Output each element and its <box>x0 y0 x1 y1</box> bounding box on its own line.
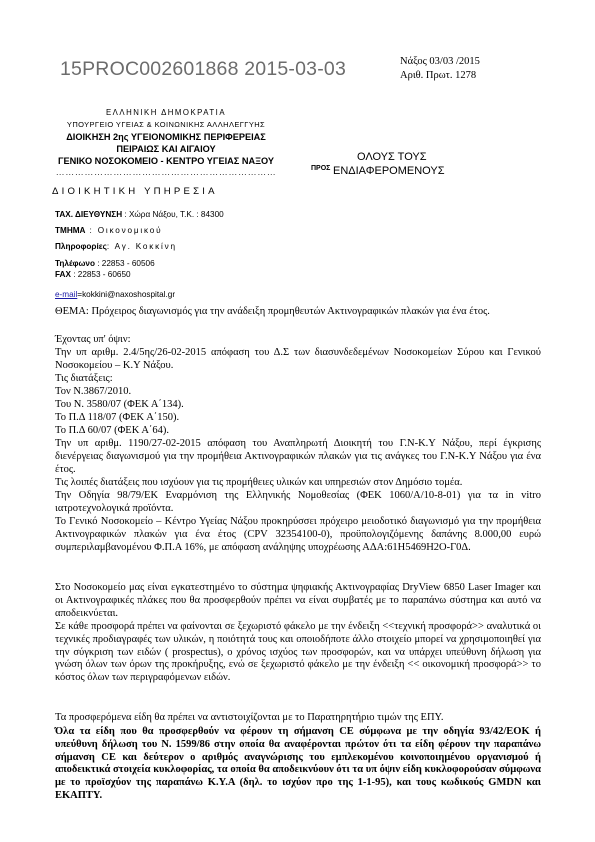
service-name: ΔΙΟΙΚΗΤΙΚΗ ΥΠΗΡΕΣΙΑ <box>52 186 218 197</box>
contact-email <box>55 290 175 299</box>
body-paragraph: Την υπ αριθμ. 1190/27-02-2015 απόφαση του Αναπληρωτή Διοικητή του Γ.Ν-Κ.Υ Νάξου, περί έγκρισης διενέργειας διαγωνισμού για την προμήθεια Ακτινογραφικών πλακών για τις ανάγκες του Γ.Ν-Κ.Υ Νάξου για ένα έτος. <box>55 438 541 475</box>
body-paragraph: Σε κάθε προσφορά πρέπει να φαίνονται σε ξεχωριστό φάκελο με την ένδειξη <<τεχνική προσφορά>> αναλυτικά οι τεχνικές προδιαγραφές των υλικών, η ποιότητά τους και οποιοδήποτε άλλο στοιχείο μπορεί να χρησιμοποιηθεί για την σύγκριση των ειδών ( prospectus), ο χρόνος ισχύος των προσφορών, και να υπάρχει υπεύθυνη δήλωση για γνώση όλων των όρων της προκήρυξης, ενώ σε ξεχωριστό φάκελο με την ένδειξη << οικονομική προσφορά>> το κόστος όλων των περιγραφόμενων ειδών. <box>55 621 541 684</box>
body-paragraph: Τις λοιπές διατάξεις που ισχύουν για τις προμήθειες υλικών και υπηρεσιών στον Δημόσιο τομέα. <box>55 477 463 488</box>
contact-info <box>55 242 177 251</box>
phone-label: Τηλέφωνο <box>55 259 95 268</box>
subject-paragraph: ΘΕΜΑ: Πρόχειρος διαγωνισμός για την ανάδειξη προμηθευτών Ακτινογραφικών πλακών για ένα έτος. <box>55 306 490 317</box>
info-value: : Αγ. Κοκκίνη <box>106 242 177 251</box>
info-label: Πληροφορίες <box>55 242 107 251</box>
body-paragraph: Έχοντας υπ' όψιν: <box>55 334 131 345</box>
department-value: : Οικονομικού <box>85 226 163 235</box>
body-paragraph: Το Π.Δ 118/07 (ΦΕΚ Α΄150). <box>55 412 180 423</box>
contact-department <box>55 226 162 235</box>
letterhead-authority: ΔΙΟΙΚΗΣΗ 2ης ΥΓΕΙΟΝΟΜΙΚΗΣ ΠΕΡΙΦΕΡΕΙΑΣ <box>66 132 266 142</box>
document-meta <box>400 55 480 83</box>
body-paragraph: Του Ν. 3580/07 (ΦΕΚ Α΄134). <box>55 399 184 410</box>
letterhead-hospital: ΓΕΝΙΚΟ ΝΟΣΟΚΟΜΕΙΟ - ΚΕΝΤΡΟ ΥΓΕΙΑΣ ΝΑΞΟΥ <box>57 156 275 166</box>
recipient-label: ΠΡΟΣ <box>311 165 331 172</box>
email-value: =kokkini@naxoshospital.gr <box>77 290 176 299</box>
letterhead-country: ΕΛΛΗΝΙΚΗ ΔΗΜΟΚΡΑΤΙΑ <box>105 108 227 117</box>
protocol-number: Αριθ. Πρωτ. 1278 <box>400 70 477 81</box>
document-stamp: 15PROC002601868 2015-03-03 <box>60 58 346 80</box>
recipient-line-2: ΕΝΔΙΑΦΕΡΟΜΕΝΟΥΣ <box>333 165 445 177</box>
body-paragraph: Τον Ν.3867/2010. <box>55 386 132 397</box>
body-paragraph: Την Οδηγία 98/79/ΕΚ Εναρμόνιση της Ελληνικής Νομοθεσίας (ΦΕΚ 1060/Α/10-8-01) για τα in vitro ιατροτεχνολογικά προϊόντα. <box>55 490 541 514</box>
fax-value: : 22853 - 60650 <box>70 270 131 279</box>
body-paragraph: Στο Νοσοκομείο μας είναι εγκατεστημένο το σύστημα ψηφιακής Ακτινογραφίας DryView 6850 Laser Imager και οι Ακτινογραφικές πλάκες που θα προσφερθούν πρέπει να είναι συμβατές με το παραπάνω σύστημα και αυτό να αποδεικνύεται. <box>55 582 541 619</box>
address-value: : Χώρα Νάξου, Τ.Κ. : 84300 <box>122 210 224 219</box>
letterhead-authority-region: ΠΕΙΡΑΙΩΣ ΚΑΙ ΑΙΓΑΙΟΥ <box>116 144 216 154</box>
body-paragraph: Τα προσφερόμενα είδη θα πρέπει να αντιστοιχίζονται με το Παρατηρητήριο τιμών της ΕΠΥ. <box>55 712 444 723</box>
phone-value: : 22853 - 60506 <box>94 259 155 268</box>
letterhead-ministry: ΥΠΟΥΡΓΕΙΟ ΥΓΕΙΑΣ & ΚΟΙΝΩΝΙΚΗΣ ΑΛΛΗΛΕΓΓΥΗΣ <box>66 120 266 129</box>
email-link[interactable]: e-mail <box>55 290 78 299</box>
address-label: ΤΑΧ. ΔΙΕΥΘΥΝΣΗ <box>55 210 123 219</box>
letterhead-divider: …………………………………………………………… <box>55 167 277 177</box>
contact-fax <box>55 270 131 279</box>
body-paragraph: Την υπ αριθμ. 2.4/5ης/26-02-2015 απόφαση του Δ.Σ των διασυνδεδεμένων Νοσοκομείων Σύρου και Γενικού Νοσοκομείου – Κ.Υ Νάξου. <box>55 347 541 371</box>
place-date: Νάξος 03/03 /2015 <box>400 56 480 67</box>
body-paragraph: Το Π.Δ 60/07 (ΦΕΚ Α΄64). <box>55 425 170 436</box>
body-paragraph-bold: Όλα τα είδη που θα προσφερθούν να φέρουν τη σήμανση CE σύμφωνα με την οδηγία 93/42/ΕΟΚ ή υπεύθυνη δήλωση του Ν. 1599/86 στην οποία θα αναφέρονται πρώτον ότι τα είδη φέρουν την παραπάνω σήμανση CE και δεύτερον ο αριθμός αναγνώρισης του εμπλεκομένου κοινοποιημένου οργανισμού ή αποδεικτικά στοιχεία κυκλοφορίας, τα οποία θα αποδεικνύουν ότι τα υπ όψιν είδη κυκλοφορούσαν σύμφωνα με το προϊσχύον της παραπάνω Κ.Υ.Α (δηλ. το ισχύον προ της 1-1-95), και τους κωδικούς GMDN και ΕΚΑΠΤΥ. <box>55 726 541 801</box>
letterhead <box>28 107 304 177</box>
fax-label: FAX <box>55 270 71 279</box>
contact-address <box>55 210 224 219</box>
department-label: ΤΜΗΜΑ <box>55 226 86 235</box>
contact-phone <box>55 259 155 268</box>
body-paragraph: Το Γενικό Νοσοκομείο – Κέντρο Υγείας Νάξου προκηρύσσει πρόχειρο μειοδοτικό διαγωνισμό για την προμήθεια Ακτινογραφικών πλακών για ένα έτος (CPV 32354100-0), προϋπολογιζόμενης δαπάνης 8.000,00 ευρώ συμπεριλαμβανομένου Φ.Π.Α 16%, με απόφαση ανάληψης υποχρέωσης ΑΔΑ:61Η5469Η2Ο-Γ0Δ. <box>55 516 541 553</box>
body-paragraph: Τις διατάξεις: <box>55 373 113 384</box>
recipient-line-1: ΟΛΟΥΣ ΤΟΥΣ <box>357 151 427 163</box>
recipient <box>333 150 445 178</box>
